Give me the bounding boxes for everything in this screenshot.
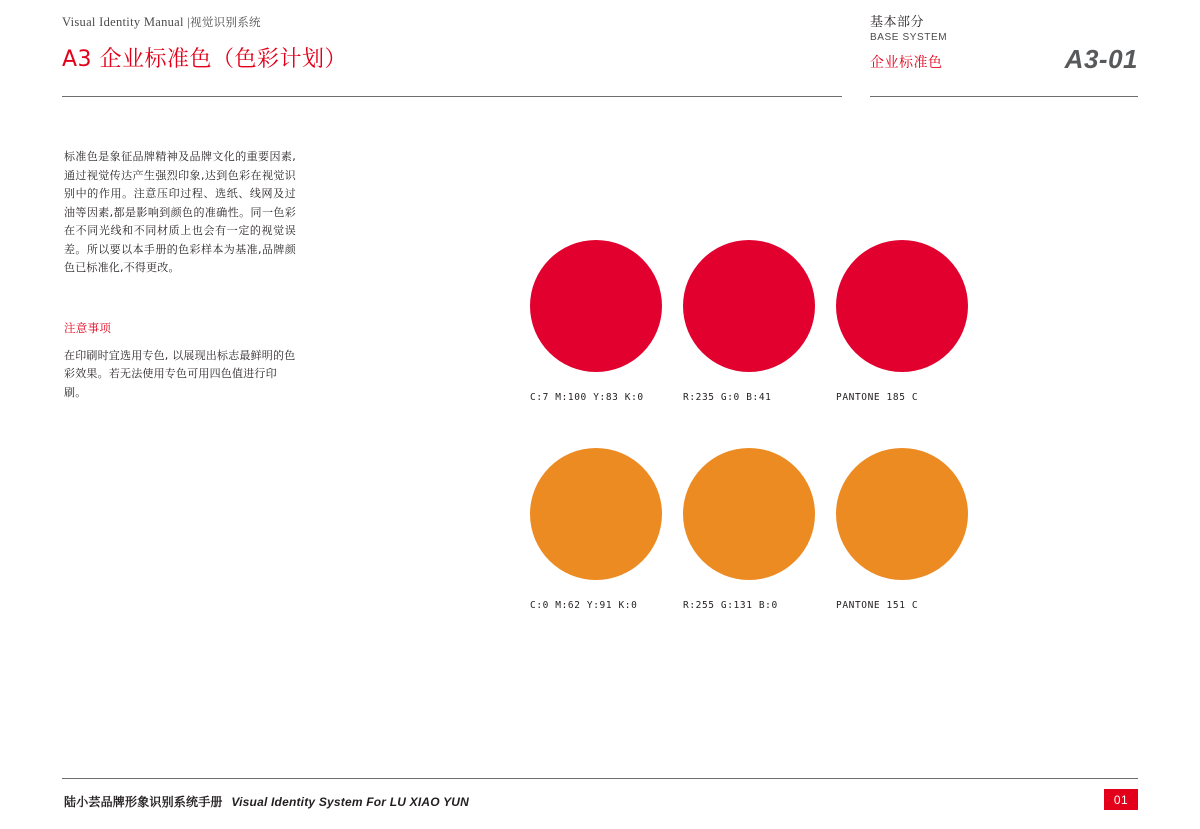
- page-code: A3-01: [1064, 44, 1138, 74]
- swatch-orange-rgb: [683, 448, 815, 611]
- swatch-label-red-rgb: R:235 G:0 B:41: [683, 392, 772, 403]
- swatch-row-red: [530, 240, 1000, 403]
- swatch-orange-pantone: [836, 448, 968, 611]
- manual-divider: |: [187, 15, 191, 29]
- footer-caption-en: Visual Identity System For LU XIAO YUN: [231, 795, 470, 809]
- intro-paragraph: 标准色是象征品牌精神及品牌文化的重要因素,通过视觉传达产生强烈印象,达到色彩在视觉识别中的作用。注意压印过程、选纸、线网及过油等因素,都是影响到颜色的准确性。同一色彩在不同光线和不同材质上也会有一定的视觉误差。所以要以本手册的色彩样本为基准,品牌颜色已标准化,不得更改。: [64, 150, 296, 274]
- manual-title-en: Visual Identity Manual: [62, 15, 184, 29]
- header-rule-right: [870, 96, 1138, 97]
- header-right-block: [870, 14, 1138, 96]
- swatch-label-red-cmyk: C:7 M:100 Y:83 K:0: [530, 392, 644, 403]
- swatch-label-orange-rgb: R:255 G:131 B:0: [683, 600, 778, 611]
- header-rule-left: [62, 96, 842, 97]
- note-heading: 注意事项: [64, 320, 112, 335]
- swatch-row-orange: [530, 448, 1000, 611]
- swatch-label-orange-pantone: PANTONE 151 C: [836, 600, 919, 611]
- swatch-red-rgb: [683, 240, 815, 403]
- header-left-block: [62, 14, 842, 73]
- swatch-red-cmyk: [530, 240, 662, 403]
- manual-breadcrumb: [62, 14, 842, 30]
- color-circle-orange-pantone: [836, 448, 968, 580]
- section-subname-cn: 企业标准色: [870, 55, 943, 71]
- manual-title-cn: 视觉识别系统: [190, 15, 261, 29]
- color-circle-orange-cmyk: [530, 448, 662, 580]
- left-text-column: [64, 148, 296, 402]
- footer-caption-cn: 陆小芸品牌形象识别系统手册: [64, 795, 223, 809]
- section-name-en: BASE SYSTEM: [870, 32, 948, 43]
- swatch-orange-cmyk: [530, 448, 662, 611]
- color-circle-red-rgb: [683, 240, 815, 372]
- page-number-badge: 01: [1104, 789, 1138, 810]
- swatch-label-red-pantone: PANTONE 185 C: [836, 392, 919, 403]
- footer-caption: [64, 793, 469, 810]
- note-paragraph: 在印刷时宜选用专色, 以展现出标志最鲜明的色彩效果。若无法使用专色可用四色值进行印刷。: [64, 348, 296, 399]
- page-header: [62, 14, 1138, 96]
- page-title: A3 企业标准色（色彩计划）: [62, 47, 348, 72]
- section-name-cn: 基本部分: [870, 15, 925, 30]
- color-circle-orange-rgb: [683, 448, 815, 580]
- color-swatch-grid: [530, 240, 1000, 611]
- swatch-label-orange-cmyk: C:0 M:62 Y:91 K:0: [530, 600, 638, 611]
- color-circle-red-cmyk: [530, 240, 662, 372]
- swatch-red-pantone: [836, 240, 968, 403]
- color-circle-red-pantone: [836, 240, 968, 372]
- footer-rule: [62, 778, 1138, 779]
